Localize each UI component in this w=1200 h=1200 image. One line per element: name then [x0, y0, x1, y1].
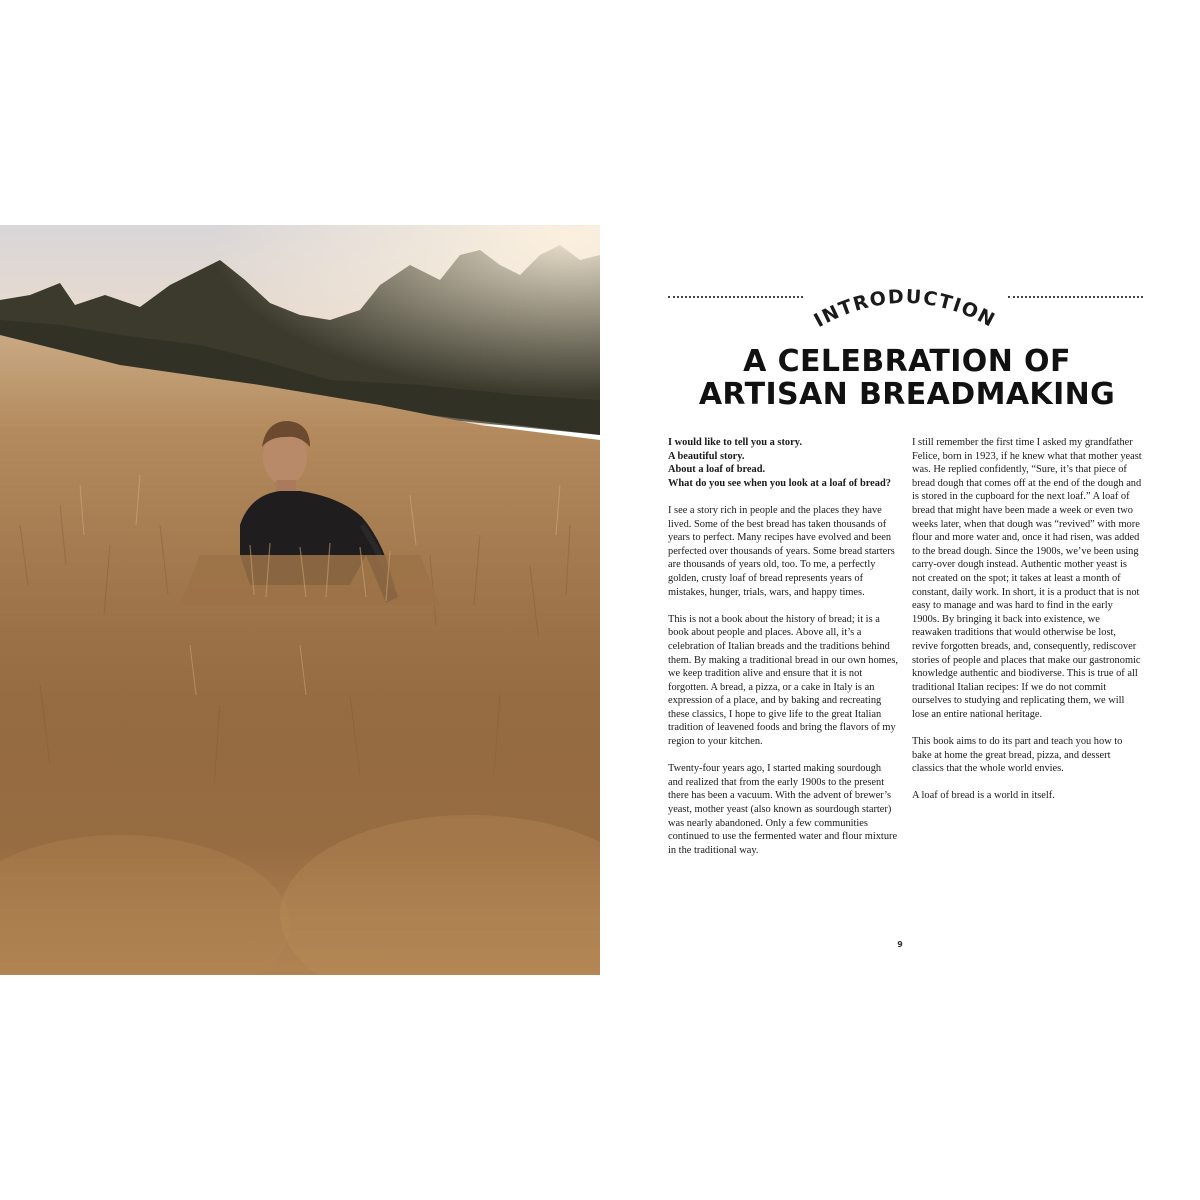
lead-paragraph	[668, 436, 898, 490]
dotted-rule-right	[1008, 296, 1143, 298]
text-column-2	[912, 436, 1142, 817]
wheat-field-photo	[0, 225, 600, 975]
body-paragraph: This is not a book about the history of bread; it is a book about people and places. Above all, it’s a celebration of Italian breads and the traditions behind them. By making a traditional bread in our own homes, we keep tradition alive and ensure that it is not forgotten. A bread, a pizza, or a cake in Italy is an expression of a place, and by baking and recreating these classics, I hope to give life to the great Italian tradition of leavened foods and bring the flavors of my region to your kitchen.	[668, 613, 898, 748]
section-label-arc	[800, 270, 1010, 340]
text-column-1	[668, 436, 898, 871]
page-number: 9	[897, 940, 903, 949]
dotted-rule-left	[668, 296, 803, 298]
lead-line: A beautiful story.	[668, 450, 745, 462]
page-title-line-2: ARTISAN BREADMAKING	[698, 377, 1116, 412]
page-title	[660, 345, 1154, 411]
body-paragraph: Twenty-four years ago, I started making sourdough and realized that from the early 1900s to the present there has been a vacuum. With the advent of brewer’s yeast, mother yeast (also known as sourdough starter) was nearly abandoned. Only a few communities continued to use the fermented water and flour mixture in the traditional way.	[668, 763, 898, 856]
body-paragraph: This book aims to do its part and teach you how to bake at home the great bread, pizza, and dessert classics that the whole world envies.	[912, 736, 1123, 775]
page-title-line-1: A CELEBRATION OF	[743, 344, 1071, 379]
lead-line: I would like to tell you a story.	[668, 437, 802, 448]
body-paragraph: I see a story rich in people and the places they have lived. Some of the best bread has taken thousands of years to perfect. Many recipes have evolved and been perfected over thousands of years. Some bread starters are thousands of years old, too. To me, a perfectly golden, crusty loaf of bread represents years of mistakes, hunger, trials, wars, and happy times.	[668, 504, 895, 598]
svg-text:INTRODUCTION	[810, 286, 999, 332]
lead-line: About a loaf of bread.	[668, 464, 766, 476]
lead-line: What do you see when you look at a loaf of bread?	[668, 477, 891, 489]
section-label: INTRODUCTION	[810, 285, 1000, 333]
body-paragraph: A loaf of bread is a world in itself.	[912, 790, 1055, 802]
body-paragraph: I still remember the first time I asked my grandfather Felice, born in 1923, if he knew what that mother yeast was. He replied confidently, “Sure, it’s that piece of bread dough that comes off at the end of the dough and is stored in the cupboard for the next loaf.” A loaf of bread that might have been made a week or even two weeks later, when that dough was “revived” with more flour and more water and, once it had risen, was added to the bread dough. Since the 1900s, we’ve been using carry-over dough instead. Authentic mother yeast is not created on the spot; it takes at least a month of constant, daily work. In short, it is a product that is not easy to manage and was hard to find in the early 1900s. By bringing it back into existence, we reawaken traditions that would otherwise be lost, revive forgotten breads, and, consequently, rediscover stories of people and places that make our gastronomic knowledge authentic and biodiverse. This is true of all traditional Italian recipes: If we do not commit ourselves to studying and replicating them, we will lose an entire national heritage.	[912, 437, 1142, 720]
